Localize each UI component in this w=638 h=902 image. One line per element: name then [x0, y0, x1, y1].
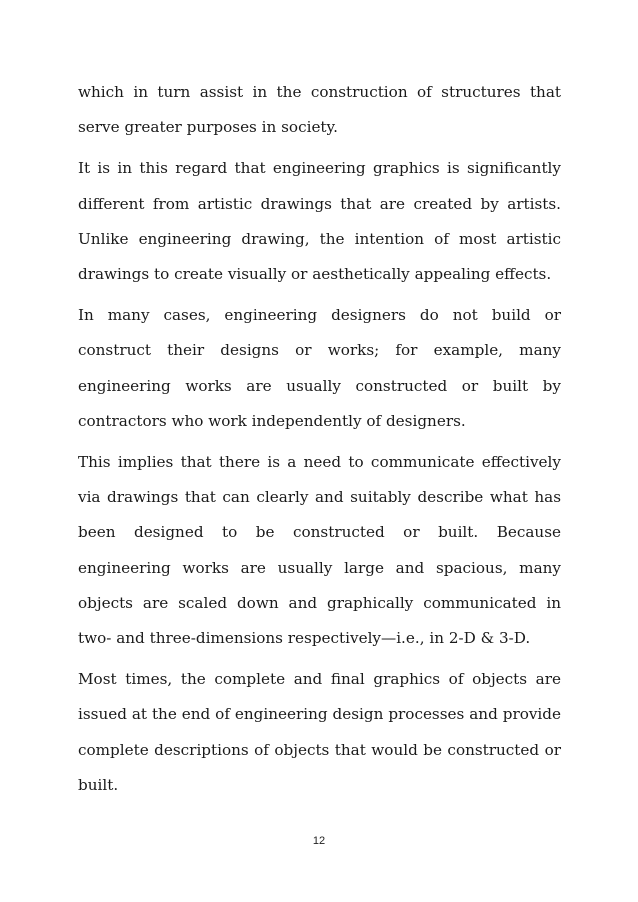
- body-text: [78, 75, 561, 809]
- paragraph-1: which in turn assist in the construction of structures that serve greater purposes in society.: [78, 83, 561, 137]
- paragraph-3: In many cases, engineering designers do not build or construct their designs or works; for example, many engineering works are usually constructed or built by contractors who work independently of designers.: [78, 306, 561, 430]
- paragraph-5: Most times, the complete and final graphics of objects are issued at the end of engineering design processes and provide complete descriptions of objects that would be constructed or built.: [78, 670, 561, 794]
- page-number: 12: [312, 835, 326, 847]
- paragraph-4: This implies that there is a need to communicate effectively via drawings that can clearly and suitably describe what has been designed to be constructed or built. Because engineering works are usually large and spacious, many objects are scaled down and graphically communicated in two- and three-dimensions respectively—i.e., in 2-D & 3-D.: [78, 453, 561, 648]
- paragraph-2: It is in this regard that engineering graphics is significantly different from artistic drawings that are created by artists. Unlike engineering drawing, the intention of most artistic drawings to create visually or aesthetically appealing effects.: [78, 159, 561, 284]
